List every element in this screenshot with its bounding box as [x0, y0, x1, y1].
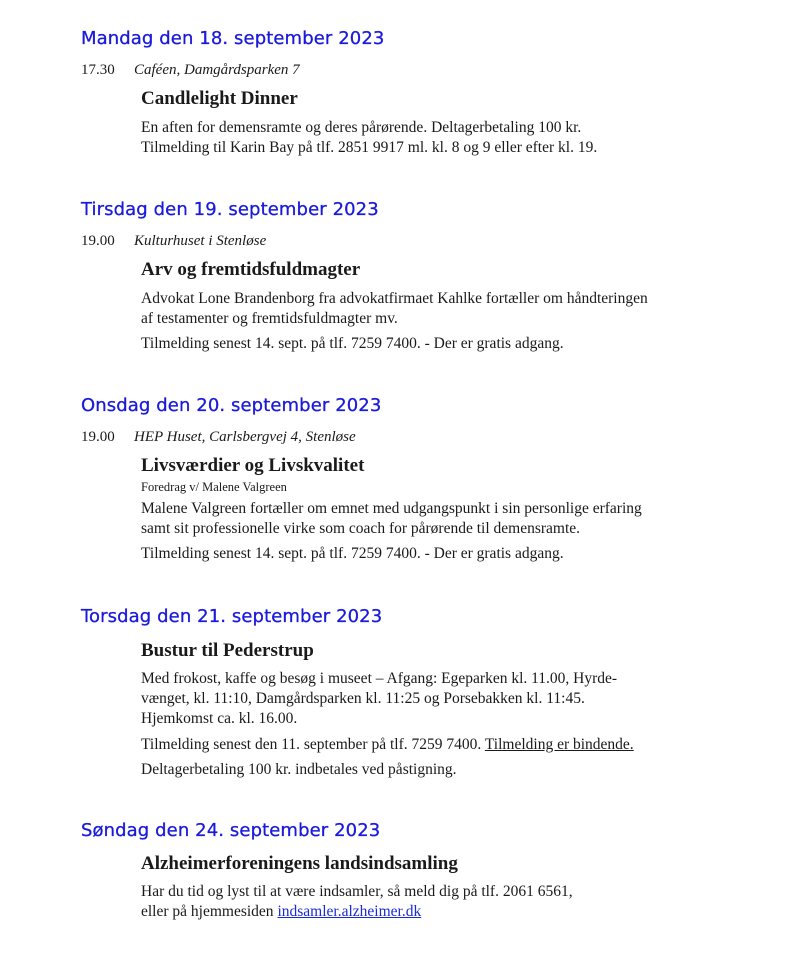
time-place	[81, 233, 266, 250]
day-heading: Torsdag den 21. september 2023	[81, 606, 383, 627]
event-description	[141, 902, 421, 923]
day-heading: Søndag den 24. september 2023	[81, 820, 381, 841]
event-payment: Deltagerbetaling 100 kr. indbetales ved påstigning.	[141, 761, 457, 778]
event-description: Har du tid og lyst til at være indsamler, så meld dig på tlf. 2061 6561,	[141, 883, 573, 900]
event-time: 19.00	[81, 429, 115, 445]
time-place	[81, 429, 356, 446]
event-place: HEP Huset, Carlsbergvej 4, Stenløse	[134, 429, 356, 445]
event-description: En aften for demensramte og deres pårørende. Deltagerbetaling 100 kr.	[141, 119, 582, 136]
event-description: samt sit professionelle virke som coach for pårørende til demensramte.	[141, 520, 581, 537]
event-description: af testamenter og fremtidsfuldmagter mv.	[141, 310, 398, 327]
time-place	[81, 62, 300, 79]
event-description: Med frokost, kaffe og besøg i museet – Afgang: Egeparken kl. 11.00, Hyrde-	[141, 670, 618, 687]
binding-notice: Tilmelding er bindende.	[484, 736, 634, 753]
event-description: Tilmelding til Karin Bay på tlf. 2851 9917 ml. kl. 8 og 9 eller efter kl. 19.	[141, 139, 598, 156]
event-title: Alzheimerforeningens landsindsamling	[141, 853, 458, 874]
event-title: Bustur til Pederstrup	[141, 640, 314, 661]
event-time: 19.00	[81, 233, 115, 249]
event-time: 17.30	[81, 62, 115, 78]
event-place: Caféen, Damgårdsparken 7	[134, 62, 300, 78]
event-subtitle: Foredrag v/ Malene Valgreen	[141, 480, 287, 494]
event-description: Advokat Lone Brandenborg fra advokatfirmaet Kahlke fortæller om håndteringen	[141, 290, 648, 307]
event-title: Candlelight Dinner	[141, 88, 298, 109]
day-heading: Mandag den 18. september 2023	[81, 28, 385, 49]
day-heading: Onsdag den 20. september 2023	[81, 395, 382, 416]
event-signup: Tilmelding senest 14. sept. på tlf. 7259 7400. - Der er gratis adgang.	[141, 545, 564, 562]
event-signup	[141, 735, 634, 756]
event-title: Livsværdier og Livskvalitet	[141, 455, 365, 476]
event-description: vænget, kl. 11:10, Damgårdsparken kl. 11:25 og Porsebakken kl. 11:45.	[141, 690, 585, 707]
link-prefix: eller på hjemmesiden	[141, 903, 274, 920]
event-description: Hjemkomst ca. kl. 16.00.	[141, 710, 298, 727]
event-description: Malene Valgreen fortæller om emnet med udgangspunkt i sin personlige erfaring	[141, 500, 642, 517]
signup-text: Tilmelding senest den 11. september på tlf. 7259 7400.	[141, 736, 482, 753]
website-link[interactable]: indsamler.alzheimer.dk	[277, 903, 422, 920]
event-title: Arv og fremtidsfuldmagter	[141, 259, 361, 280]
day-heading: Tirsdag den 19. september 2023	[81, 199, 379, 220]
event-place: Kulturhuset i Stenløse	[134, 233, 267, 249]
event-signup: Tilmelding senest 14. sept. på tlf. 7259 7400. - Der er gratis adgang.	[141, 335, 564, 352]
